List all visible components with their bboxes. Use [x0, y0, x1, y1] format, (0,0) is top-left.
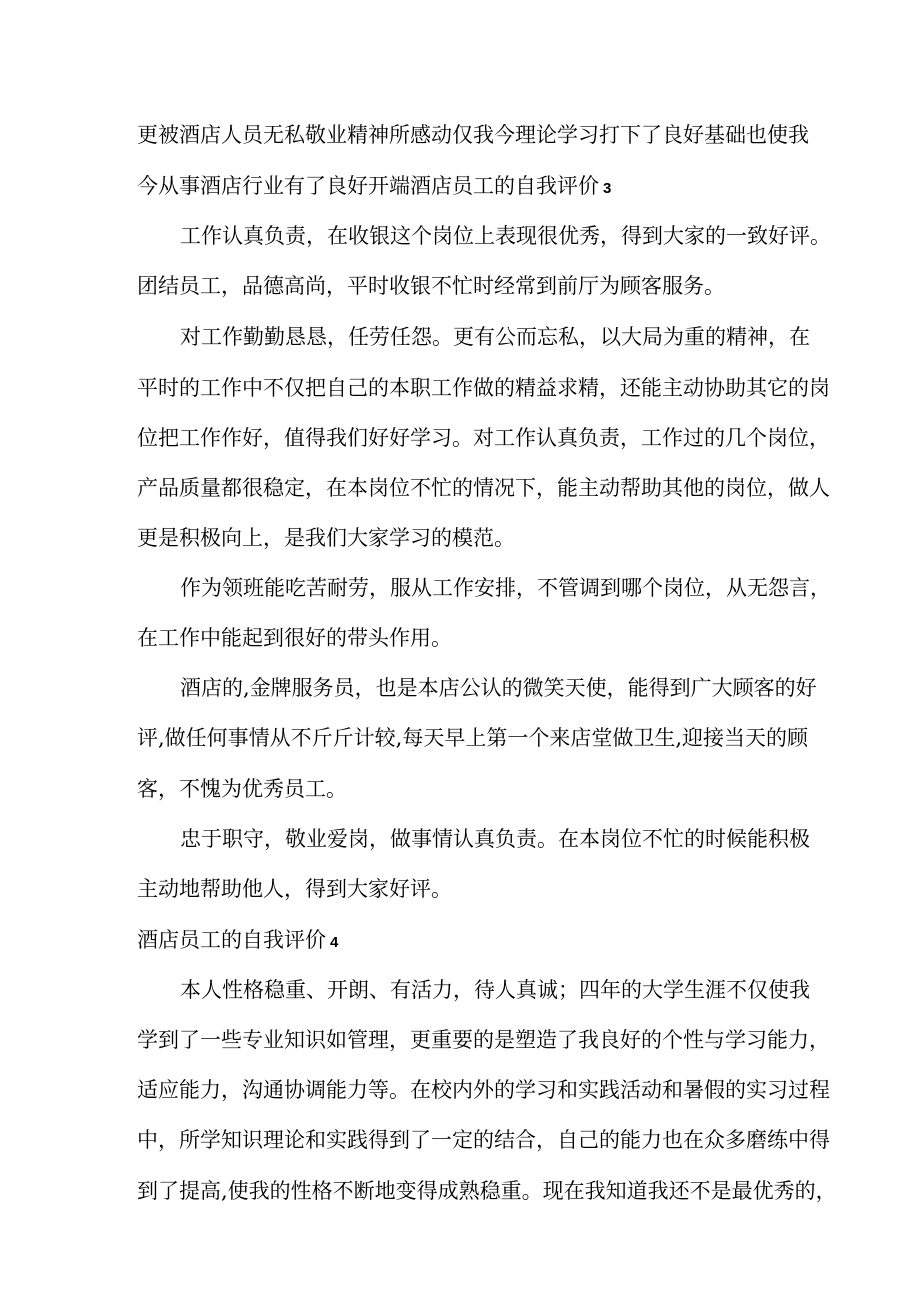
text-line: 评,做任何事情从不斤斤计较,每天早上第一个来店堂做卫生,迎接当天的顾: [137, 726, 809, 750]
heading-number: 3: [603, 180, 612, 197]
text-line: 工作认真负责，在收银这个岗位上表现很优秀，得到大家的一致好评。: [180, 224, 831, 248]
text-line: 本人性格稳重、开朗、有活力，待人真诚；四年的大学生涯不仅使我: [180, 978, 810, 1002]
section-heading-text: 酒店员工的自我评价: [137, 928, 326, 952]
text-line: 忠于职守，敬业爱岗，做事情认真负责。在本岗位不忙的时候能积极: [180, 827, 810, 851]
heading-number: 4: [330, 934, 339, 951]
text-line: 在工作中能起到很好的带头作用。: [137, 626, 452, 650]
text-line: 团结员工，品德高尚，平时收银不忙时经常到前厅为顾客服务。: [137, 274, 725, 298]
text-line: 学到了一些专业知识如管理，更重要的是塑造了我良好的个性与学习能力，: [137, 1028, 830, 1052]
text-line: 对工作勤勤恳恳，任劳任怨。更有公而忘私，以大局为重的精神，在: [180, 325, 810, 349]
text-line: 更是积极向上，是我们大家学习的模范。: [137, 526, 515, 550]
text-line: 适应能力，沟通协调能力等。在校内外的学习和实践活动和暑假的实习过程: [137, 1078, 830, 1102]
text-line: 位把工作作好，值得我们好好学习。对工作认真负责，工作过的几个岗位，: [137, 426, 830, 450]
text-line-with-heading: [0, 164, 920, 208]
text-line: 到了提高,使我的性格不断地变得成熟稳重。现在我知道我还不是最优秀的，: [137, 1179, 837, 1203]
text-line: 更被酒店人员无私敬业精神所感动仅我今理论学习打下了良好基础也使我: [137, 123, 809, 147]
text-line: 客，不愧为优秀员工。: [137, 777, 347, 801]
text-line: 平时的工作中不仅把自己的本职工作做的精益求精，还能主动协助其它的岗: [137, 376, 830, 400]
section-heading: [0, 918, 920, 962]
text-line: 主动地帮助他人，得到大家好评。: [137, 877, 452, 901]
text-line: 产品质量都很稳定，在本岗位不忙的情况下，能主动帮助其他的岗位，做人: [137, 476, 830, 500]
text-line-content: 今从事酒店行业有了良好开端酒店员工的自我评价: [137, 174, 599, 198]
text-line: 作为领班能吃苦耐劳，服从工作安排，不管调到哪个岗位，从无怨言，: [180, 576, 831, 600]
text-line: 酒店的,金牌服务员，也是本店公认的微笑天使，能得到广大顾客的好: [180, 676, 817, 700]
text-line: 中，所学知识理论和实践得到了一定的结合，自己的能力也在众多磨练中得: [137, 1128, 830, 1152]
